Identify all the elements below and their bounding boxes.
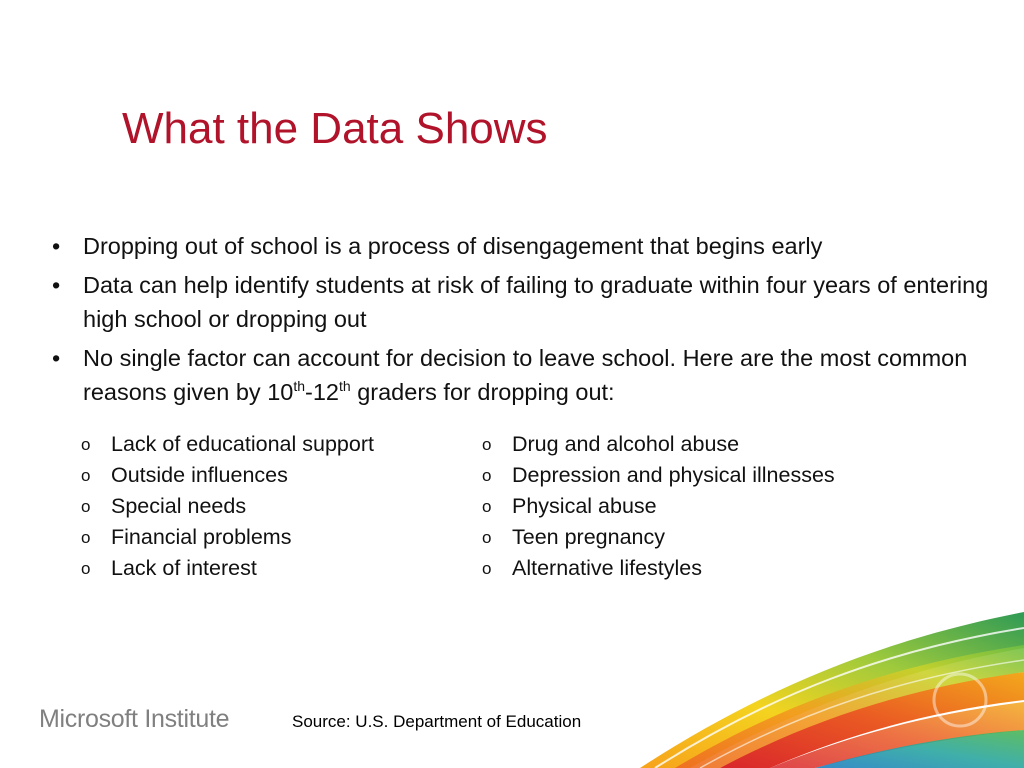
sub-bullet-circle: o (482, 466, 492, 485)
slide-title: What the Data Shows (122, 104, 548, 153)
swoosh-band-green (640, 612, 1024, 768)
ordinal-suffix: th (339, 378, 351, 394)
swoosh-highlight-line (655, 628, 1024, 768)
bullet-text: Dropping out of school is a process of disengagement that begins early (83, 233, 823, 259)
sub-bullet-circle: o (81, 559, 91, 578)
bullet-dot: • (52, 345, 61, 371)
reason-item (481, 429, 835, 460)
reason-text: Alternative lifestyles (512, 556, 702, 580)
sub-bullet-circle: o (482, 497, 492, 516)
swoosh-band-red (770, 702, 1024, 768)
bullet-text-part: -12 (305, 379, 339, 405)
sub-bullet-circle: o (482, 559, 492, 578)
reason-item (481, 522, 835, 553)
reason-text: Special needs (111, 494, 247, 518)
reasons-list-left (80, 429, 374, 584)
sub-bullet-circle: o (81, 497, 91, 516)
reason-item (80, 429, 374, 460)
reason-item (80, 553, 374, 584)
bullet-text-part: No single factor can account for decision to leave school. Here are the most common reasons given by 10 (83, 345, 968, 405)
sub-bullet-circle: o (81, 466, 91, 485)
sub-bullet-circle: o (81, 528, 91, 547)
bullet-item (52, 229, 992, 263)
reason-item (481, 553, 835, 584)
main-bullet-list (52, 229, 992, 414)
swoosh-band-orange (720, 672, 1024, 768)
bullet-dot: • (52, 272, 61, 298)
reason-item (80, 522, 374, 553)
source-citation: Source: U.S. Department of Education (292, 712, 582, 731)
bullet-item (52, 341, 992, 409)
reason-item (481, 460, 835, 491)
sub-bullet-circle: o (482, 435, 492, 454)
bullet-dot: • (52, 233, 61, 259)
reason-text: Depression and physical illnesses (512, 463, 835, 487)
reason-text: Physical abuse (512, 494, 657, 518)
reason-text: Teen pregnancy (512, 525, 665, 549)
reason-text: Financial problems (111, 525, 292, 549)
ordinal-suffix: th (293, 378, 306, 394)
reason-item (80, 491, 374, 522)
bullet-text-part: graders for dropping out: (350, 379, 615, 405)
sub-bullet-circle: o (81, 435, 91, 454)
reason-text: Drug and alcohol abuse (512, 432, 740, 456)
swoosh-band-yellow (675, 645, 1024, 768)
reason-item (481, 491, 835, 522)
reasons-list-right (481, 429, 835, 584)
swoosh-band-blue (815, 730, 1024, 768)
bullet-item (52, 268, 992, 336)
swoosh-ring (934, 674, 986, 726)
reason-text: Lack of interest (111, 556, 257, 580)
bullet-text: Data can help identify students at risk of failing to graduate within four years of entering high school or dropping out (83, 272, 989, 332)
reason-text: Outside influences (111, 463, 288, 487)
microsoft-institute-logo: Microsoft Institute (39, 705, 230, 733)
bullet-text (83, 345, 967, 405)
sub-bullet-circle: o (482, 528, 492, 547)
reason-item (80, 460, 374, 491)
reason-text: Lack of educational support (111, 432, 374, 456)
swoosh-highlight-line-2 (700, 660, 1024, 768)
